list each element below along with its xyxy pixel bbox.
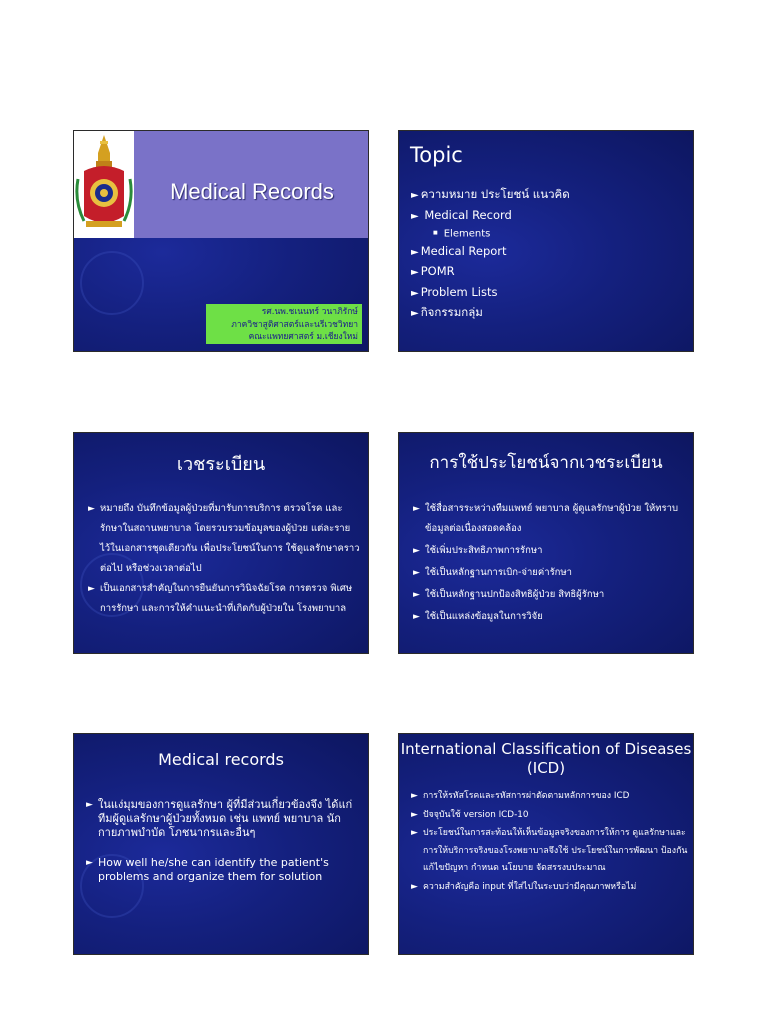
list-item: ► ความหมาย ประโยชน์ แนวคิด bbox=[411, 185, 570, 206]
author-box bbox=[206, 304, 362, 344]
slide-1 bbox=[73, 130, 369, 352]
triangle-bullet-icon: ► bbox=[411, 246, 419, 258]
list-item: ► ความสำคัญคือ input ที่ใส่ไปในระบบว่ามีคุณภาพหรือไม่ bbox=[411, 879, 689, 897]
bullet-list bbox=[411, 788, 689, 897]
square-bullet-icon: ■ bbox=[433, 230, 438, 236]
triangle-bullet-icon: ► bbox=[411, 881, 418, 892]
topic-list bbox=[411, 185, 570, 324]
triangle-bullet-icon: ► bbox=[86, 858, 93, 868]
triangle-bullet-icon: ► bbox=[88, 584, 95, 594]
slide-3 bbox=[73, 432, 369, 654]
list-item: ► ประโยชน์ในการสะท้อนให้เห็นข้อมูลจริงของการให้การ ดูแลรักษาและการให้บริการจริงของโรงพยาบาลจึงใช้ ประโยชน์ในการพัฒนา ป้องกัน แก้ไขปัญหา กำหนด นโยบาย จัดสรรงบประมาณ bbox=[411, 825, 689, 878]
author-department: ภาควิชาสูติศาสตร์และนรีเวชวิทยา bbox=[231, 319, 358, 330]
list-item: ► ปัจจุบันใช้ version ICD-10 bbox=[411, 807, 689, 825]
triangle-bullet-icon: ► bbox=[88, 504, 95, 514]
triangle-bullet-icon: ► bbox=[411, 267, 419, 278]
triangle-bullet-icon: ► bbox=[411, 791, 418, 801]
slide-title: Topic bbox=[410, 143, 463, 167]
list-item: ► เป็นเอกสารสำคัญในการยืนยันการวินิจฉัยโรค การตรวจ พิเศษ การรักษา และการให้คำแนะนำที่เกิดกับผู้ป่วยใน โรงพยาบาล bbox=[88, 579, 360, 619]
triangle-bullet-icon: ► bbox=[86, 800, 93, 810]
author-faculty: คณะแพทยศาสตร์ ม.เชียงใหม่ bbox=[248, 332, 358, 342]
triangle-bullet-icon: ► bbox=[411, 190, 419, 201]
list-item: ► ใช้เป็นหลักฐานการเบิก-จ่ายค่ารักษา bbox=[413, 563, 685, 583]
triangle-bullet-icon: ► bbox=[413, 504, 420, 514]
slide-4 bbox=[398, 432, 694, 654]
list-item: ► ใช้เป็นหลักฐานปกป้องสิทธิผู้ป่วย สิทธิผู้รักษา bbox=[413, 585, 685, 605]
triangle-bullet-icon: ► bbox=[413, 612, 420, 622]
slide-title: International Classification of Diseases (ICD) bbox=[400, 740, 692, 777]
list-item: ► กิจกรรมกลุ่ม bbox=[411, 303, 570, 324]
author-name: รศ.นพ.ชเนนทร์ วนาภิรักษ์ bbox=[261, 307, 358, 317]
list-item: ► การให้รหัสโรคและรหัสการผ่าตัดตามหลักการของ ICD bbox=[411, 788, 689, 806]
triangle-bullet-icon: ► bbox=[411, 210, 419, 222]
list-item: ► ในแง่มุมของการดูแลรักษา ผู้ที่มีส่วนเกี่ยวข้องจึง ได้แก่ ทีมผู้ดูแลรักษาผู้ป่วยทั้งหมด เช่น แพทย์ พยาบาล นักกายภาพบำบัด โภชนากรและอื่นๆ bbox=[86, 798, 353, 839]
triangle-bullet-icon: ► bbox=[413, 568, 420, 578]
triangle-bullet-icon: ► bbox=[411, 828, 418, 838]
slide-title: Medical records bbox=[158, 750, 284, 769]
triangle-bullet-icon: ► bbox=[411, 809, 418, 820]
slide-2 bbox=[398, 130, 694, 352]
slide-5 bbox=[73, 733, 369, 955]
list-item: ► Problem Lists bbox=[411, 283, 570, 304]
triangle-bullet-icon: ► bbox=[413, 590, 420, 600]
list-item: ► หมายถึง บันทึกข้อมูลผู้ป่วยที่มารับการบริการ ตรวจโรค และรักษาในสถานพยาบาล โดยรวบรวมข้อมูลของผู้ป่วย แต่ละรายไว้ในเอกสารชุดเดียวกัน เพื่อประโยชน์ในการ ใช้ดูแลรักษาคราวต่อไป หรือช่วงเวลาต่อไป bbox=[88, 499, 360, 579]
list-item: ► Medical Record bbox=[411, 206, 570, 227]
list-item: ► ใช้เป็นแหล่งข้อมูลในการวิจัย bbox=[413, 607, 685, 627]
sub-list-item: ■ Elements bbox=[433, 228, 491, 240]
watermark bbox=[80, 251, 144, 315]
slide-title: Medical Records bbox=[170, 179, 334, 204]
list-item: ► ใช้เพิ่มประสิทธิภาพการรักษา bbox=[413, 541, 685, 561]
royal-emblem-logo bbox=[74, 131, 134, 238]
list-item: ► How well he/she can identify the patient's problems and organize them for solution bbox=[86, 856, 329, 883]
bullet-list bbox=[88, 499, 360, 619]
bullet-list bbox=[413, 499, 685, 629]
triangle-bullet-icon: ► bbox=[413, 546, 420, 556]
bullet-list bbox=[86, 798, 362, 900]
triangle-bullet-icon: ► bbox=[411, 287, 419, 299]
list-item: ► ใช้สื่อสารระหว่างทีมแพทย์ พยาบาล ผู้ดูแลรักษาผู้ป่วย ให้ทราบข้อมูลต่อเนื่องสอดคล้อง bbox=[413, 499, 685, 539]
slide-title: เวชระเบียน bbox=[176, 454, 266, 475]
list-item: ► Medical Report bbox=[411, 242, 570, 263]
list-item: ► POMR bbox=[411, 262, 570, 283]
slide-6 bbox=[398, 733, 694, 955]
slide-title: การใช้ประโยชน์จากเวชระเบียน bbox=[429, 453, 663, 473]
triangle-bullet-icon: ► bbox=[411, 308, 419, 319]
